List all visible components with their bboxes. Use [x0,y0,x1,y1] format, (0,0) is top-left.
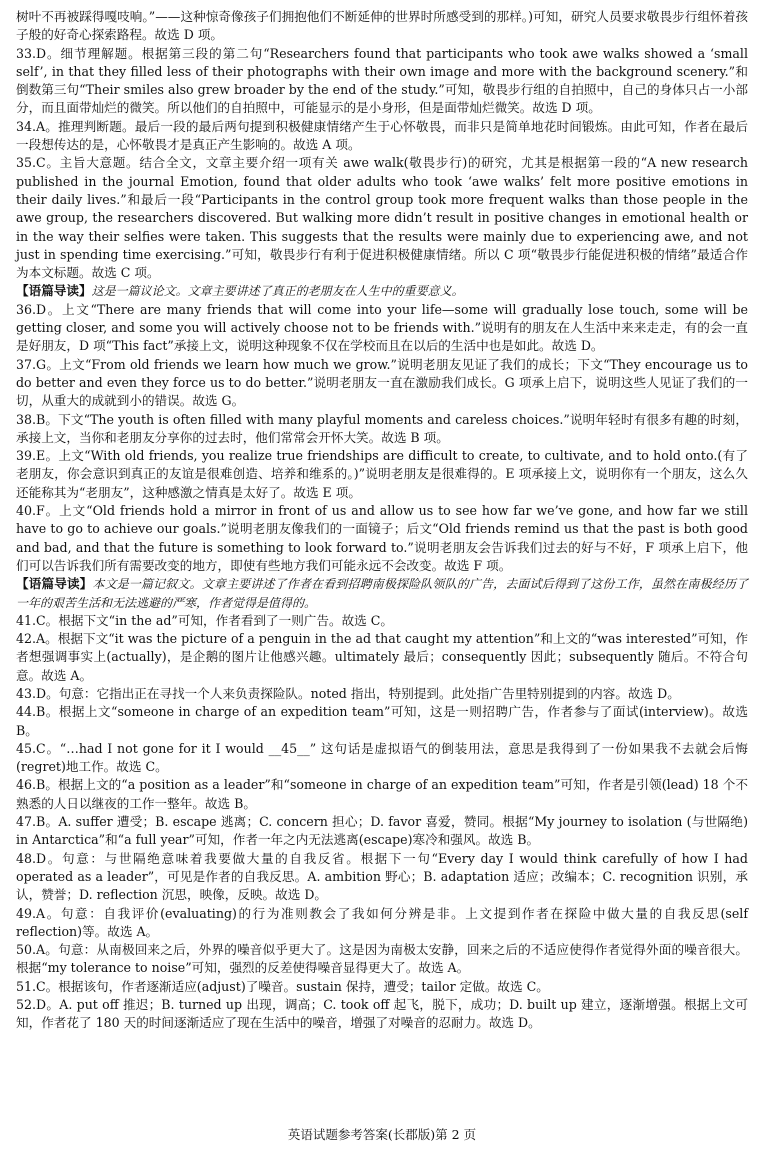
answer-number: 47. [16,814,37,830]
answer-text: A。推理判断题。最后一段的最后两句提到积极健康情绪产生于心怀敬畏，而非只是简单地花时间锻炼。由此可知，作者在最后一段想传达的是，心怀敬畏才是真正产生影响的。故选 A 项。 [16,118,748,153]
answer-51 [16,978,748,996]
answer-number: 49. [16,905,37,921]
answer-text: D。细节理解题。根据第三段的第二句“Researchers found that participants who took awe walks showed a ‘small self’, in that they filled less of their photographs with their own image and more with the background scenery.”和倒数第三句“Their smiles also grew broader by the end of the study.”可知，敬畏步行组的自拍照中，自己的身体只占一小部分，而且面带灿烂的微笑。所以他们的自拍照中，可能显示的是小身形，但是面带灿烂微笑。故选 D 项。 [16,45,748,116]
answer-text: D。句意：与世隔绝意味着我要做大量的自我反省。根据下一句“Every day I would think carefully of how I had operated as a leader”，可见是作者的自我反思。A. ambition 野心；B. adaptation 适应；改编本；C. recognition 识别，承认，赞誉；D. reflection 沉思，映像，反映。故选 D。 [16,850,748,903]
answer-number: 43. [16,685,37,701]
answer-text: F。上文“Old friends hold a mirror in front of us and allow us to see how far we’ve gone, and how far we still have to go to achieve our goals.”说明老朋友像我们的一面镜子；后文“Old friends remind us that the past is both good and bad, and that the future is something to look forward to.”说明老朋友会告诉我们过去的好与不好，F 项承上启下，他们可以告诉我们所有需要改变的地方，即使有些地方我们可能永远不会改变。故选 F 项。 [16,503,748,573]
answer-text: D。A. put off 推迟；B. turned up 出现，调高；C. took off 起飞，脱下，成功；D. built up 建立，逐渐增强。根据上文可知，作者花了 180 天的时间逐渐适应了现在生活中的噪音，增强了对噪音的忍耐力。故选 D。 [16,997,748,1031]
answer-46 [16,776,748,813]
answer-text: E。上文“With old friends, you realize true friendships are difficult to create, to cultivate, and to hold onto.(有了老朋友，你会意识到真正的友谊是很难创造、培养和维系的。)”说明老朋友是很难得的。E 项承接上文，说明你有一个朋友，这么久还能称其为“老朋友”，这种感激之情真是太好了。故选 E 项。 [16,448,748,500]
answer-number: 40. [16,503,37,519]
answer-number: 39. [16,448,37,464]
continued-paragraph [16,8,748,45]
answer-45 [16,740,748,777]
answer-36 [16,301,748,356]
answer-38 [16,411,748,448]
answer-text: C。根据该句，作者逐渐适应(adjust)了噪音。sustain 保持，遭受；tailor 定做。故选 C。 [36,978,549,994]
answer-text: D。上文“There are many friends that will come into your life—some will gradually lose touch, some will be getting closer, and some you will actively choose not to be friends with.”说明有的朋友在人生活中来来走走，有的会一直是好朋友，D 项“This fact”承接上文，说明这种现象不仅在学校而且在以后的生活中也是如此。故选 D。 [16,301,748,354]
answer-number: 42. [16,631,37,647]
answer-39 [16,447,748,502]
answer-42 [16,630,748,685]
answer-content [16,8,748,1033]
answer-text: C。根据下文“in the ad”可知，作者看到了一则广告。故选 C。 [36,612,393,628]
answer-35 [16,154,748,282]
answer-number: 37. [16,356,37,372]
answer-text: B。根据上文“someone in charge of an expedition team”可知，这是一则招聘广告，作者参与了面试(interview)。故选 B。 [16,704,748,738]
answer-text: A。句意：从南极回来之后，外界的噪音似乎更大了。这是因为南极太安静，回来之后的不适应使得作者觉得外面的噪音很大。根据“my tolerance to noise”可知，强烈的反差使得噪音显得更大了。故选 A。 [16,942,748,976]
answer-number: 33. [16,45,37,61]
answer-text: C。主旨大意题。结合全文，文章主要介绍一项有关 awe walk(敬畏步行)的研究，尤其是根据第一段的“A new research published in the journal Emotion, found that older adults who took ‘awe walks’ felt more positive emotions in their daily lives.”和最后一段“Participants in the control group took more frequent walks than those people in the awe group, the researchers discovered. But walking more didn’t result in positive changes in emotional health or in the way their selfies were taken. This suggests that the results were mainly due to experiencing awe, and not just in spending time exercising.”可知，敬畏步行有利于促进积极健康情绪。所以 C 项“敬畏步行能促进积极的情绪”最适合作为本文标题。故选 C 项。 [16,155,748,281]
answer-number: 35. [16,155,37,171]
answer-text: A。根据下文“it was the picture of a penguin in the ad that caught my attention”和上文的“was interested”可知，作者想强调事实上(actually)，是企鹅的图片让他感兴趣。ultimately 最后；consequently 因此；subsequently 随后。不符合句意。故选 A。 [16,631,748,683]
answer-text: D。句意：它指出正在寻找一个人来负责探险队。noted 指出，特别提到。此处指广告里特别提到的内容。故选 D。 [36,685,680,701]
passage-guide [16,575,748,612]
guide-text: 这是一篇议论文。文章主要讲述了真正的老朋友在人生中的重要意义。 [91,284,464,299]
answer-43 [16,685,748,703]
answer-text: G。上文“From old friends we learn how much we grow.”说明老朋友见证了我们的成长；下文“They encourage us to do better and even they force us to do better.”说明老朋友一直在激励我们成长。G 项承上启下，说明这些人见证了我们的一切，从重大的成就到小的错误。故选 G。 [16,356,748,409]
page-footer: 英语试题参考答案(长郡版)第 2 页 [287,1127,477,1142]
answer-text: B。根据上文的“a position as a leader”和“someone in charge of an expedition team”可知，作者是引领(lead) 18 个不熟悉的人日以继夜的工作一整年。故选 B。 [16,777,748,811]
paragraph-text: 树叶不再被踩得嘎吱响。”——这种惊奇像孩子们拥抱他们不断延伸的世界时所感受到的那样。)可知，研究人员要求敬畏步行组怀着孩子般的好奇心探索路程。故选 D 项。 [16,9,748,43]
answer-text: B。下文“The youth is often filled with many playful moments and careless choices.”说明年轻时有很多有趣的时刻，承接上文，当你和老朋友分享你的过去时，他们常常会开怀大笑。故选 B 项。 [16,411,748,445]
answer-number: 41. [16,612,37,628]
guide-tag: 【语篇导读】 [16,283,92,299]
answer-number: 52. [16,997,37,1013]
answer-52 [16,996,748,1033]
answer-number: 44. [16,704,37,720]
answer-number: 34. [16,118,37,134]
answer-50 [16,941,748,978]
answer-44 [16,703,748,740]
answer-number: 38. [16,411,37,427]
answer-49 [16,905,748,942]
answer-48 [16,850,748,905]
answer-37 [16,356,748,411]
answer-34 [16,118,748,155]
answer-text: B。A. suffer 遭受；B. escape 逃离；C. concern 担心；D. favor 喜爱，赞同。根据“My journey to isolation (与世隔绝) in Antarctica”和“a full year”可知，作者一年之内无法逃离(escape)寒冷和强风。故选 B。 [16,814,748,848]
passage-guide [16,282,748,300]
answer-41 [16,612,748,630]
answer-number: 46. [16,777,37,793]
answer-number: 50. [16,942,37,958]
guide-text: 本文是一篇记叙文。文章主要讲述了作者在看到招聘南极探险队领队的广告，去面试后得到了这份工作，虽然在南极经历了一年的艰苦生活和无法逃避的严寒，作者觉得是值得的。 [16,577,748,610]
answer-number: 51. [16,978,37,994]
answer-text: C。“…had I not gone for it I would __45__” 这句话是虚拟语气的倒装用法，意思是我得到了一份如果我不去就会后悔(regret)地工作。故选 C。 [16,740,748,775]
answer-40 [16,502,748,575]
answer-number: 48. [16,850,37,866]
guide-tag: 【语篇导读】 [16,576,93,592]
answer-number: 36. [16,301,37,317]
answer-text: A。句意：自我评价(evaluating)的行为准则教会了我如何分辨是非。上文提到作者在探险中做大量的自我反思(self reflection)等。故选 A。 [16,905,748,939]
answer-47 [16,813,748,850]
answer-number: 45. [16,740,37,756]
answer-33 [16,45,748,118]
